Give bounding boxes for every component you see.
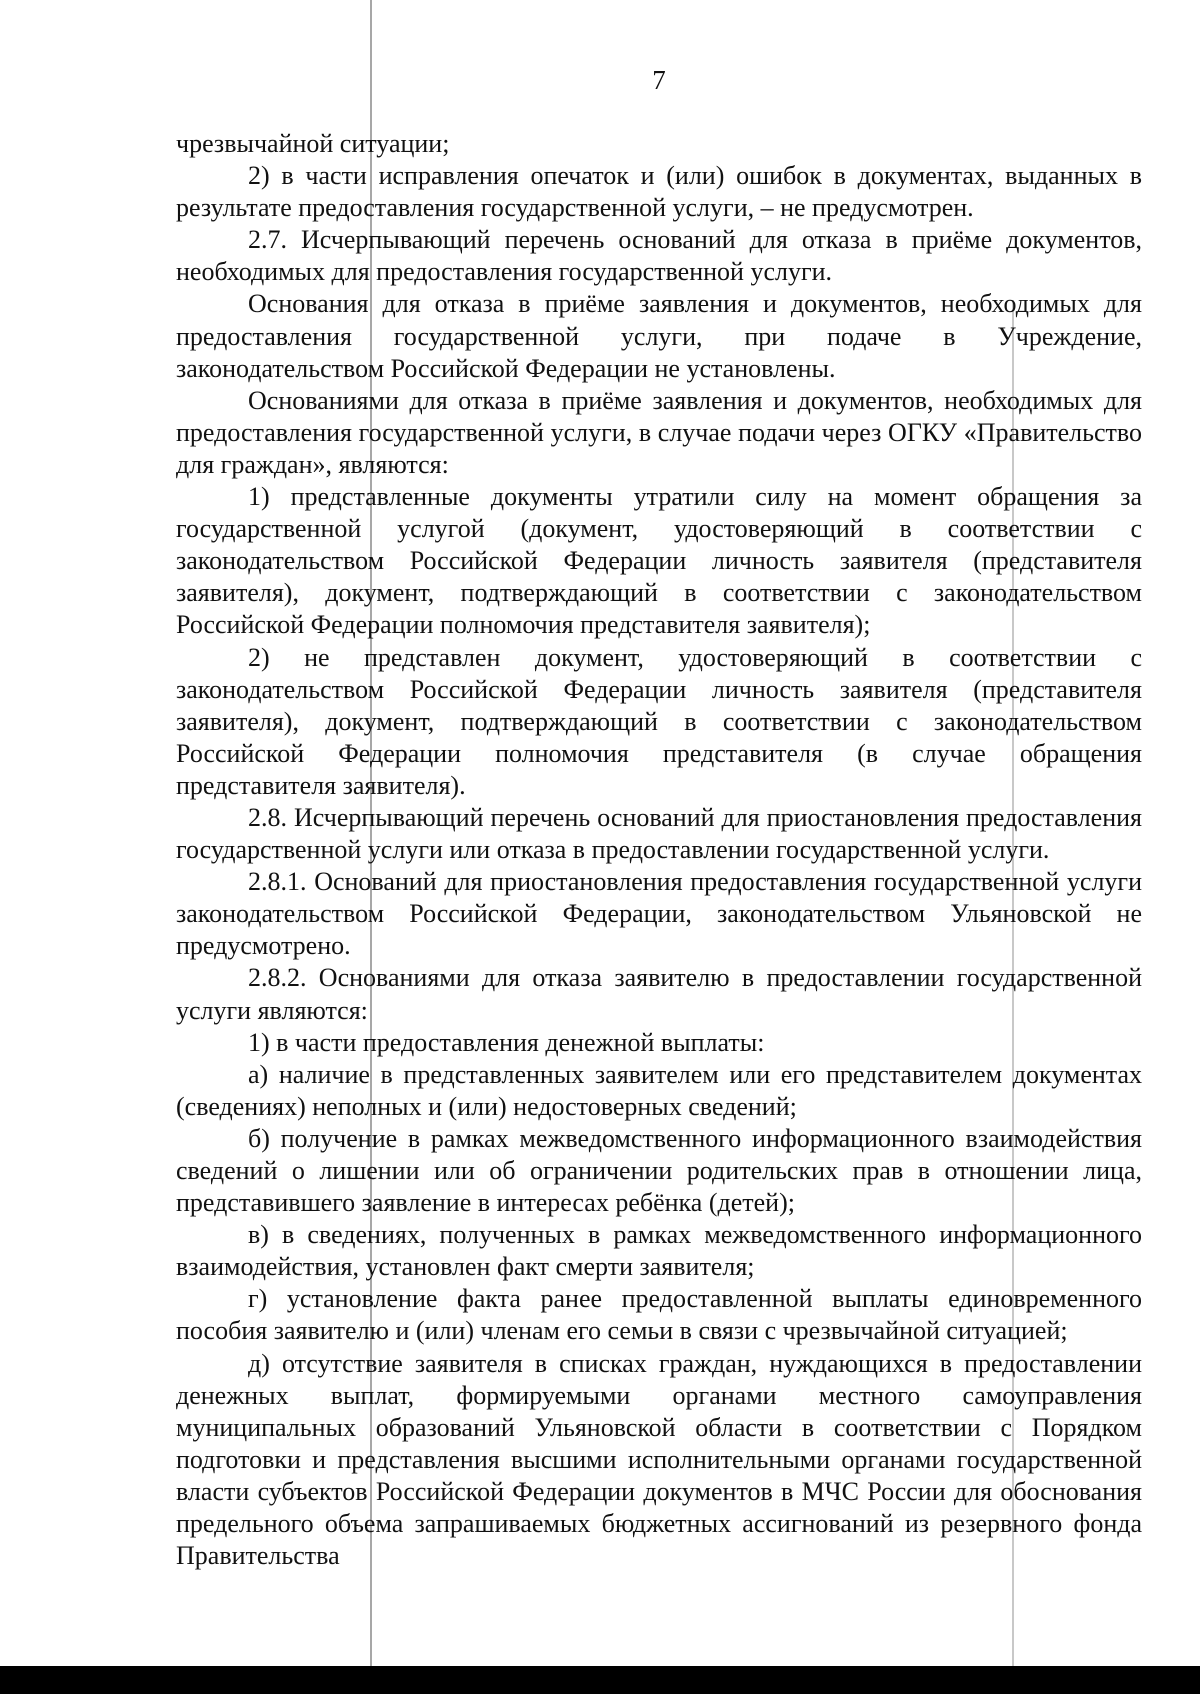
paragraph: чрезвычайной ситуации; [176, 129, 450, 158]
paragraph: Основаниями для отказа в приёме заявления и документов, необходимых для предоставления государственной услуги, в случае подачи через ОГКУ «Правительство для граждан», являются: [176, 385, 1142, 479]
paragraph: 2.8.2. Основаниями для отказа заявителю в предоставлении государственной услуги являются: [176, 963, 1142, 1025]
paragraph: 1) представленные документы утратили силу на момент обращения за государственной услугой (документ, удостоверяющий в соответствии с законодательством Российской Федерации личность заявителя (представителя заявителя), документ, подтверждающий в соответствии с законодательством Российской Федерации полномочия представителя заявителя); [176, 482, 1142, 640]
scan-bottom-border [0, 1666, 1200, 1694]
paragraph: 2) в части исправления опечаток и (или) ошибок в документах, выданных в результате предоставления государственной услуги, – не предусмотрен. [176, 161, 1142, 223]
paragraph: Основания для отказа в приёме заявления и документов, необходимых для предоставления государственной услуги, при подаче в Учреждение, законодательством Российской Федерации не установлены. [176, 289, 1142, 383]
paragraph: г) установление факта ранее предоставленной выплаты единовременного пособия заявителю и (или) членам его семьи в связи с чрезвычайной ситуацией; [176, 1284, 1142, 1346]
page-number: 7 [652, 65, 666, 95]
paragraph: 1) в части предоставления денежной выплаты: [248, 1027, 765, 1057]
paragraph: 2.8. Исчерпывающий перечень оснований для приостановления предоставления государственной услуги или отказа в предоставлении государственной услуги. [176, 802, 1142, 865]
paragraph: 2.7. Исчерпывающий перечень оснований для отказа в приёме документов, необходимых для предоставления государственной услуги. [176, 225, 1142, 287]
paragraph: а) наличие в представленных заявителем или его представителем документах (сведениях) неполных и (или) недостоверных сведений; [176, 1059, 1142, 1121]
paragraph: б) получение в рамках межведомственного информационного взаимодействия сведений о лишении или об ограничении родительских прав в отношении лица, представившего заявление в интересах ребёнка (детей); [176, 1123, 1142, 1218]
document-body [176, 128, 1142, 1572]
paragraph: в) в сведениях, полученных в рамках межведомственного информационного взаимодействия, установлен факт смерти заявителя; [176, 1220, 1142, 1282]
paragraph: 2) не представлен документ, удостоверяющий в соответствии с законодательством Российской Федерации личность заявителя (представителя заявителя), документ, подтверждающий в соответствии с законодательством Российской Федерации полномочия представителя (в случае обращения представителя заявителя). [176, 642, 1142, 800]
paragraph: д) отсутствие заявителя в списках граждан, нуждающихся в предоставлении денежных выплат, формируемыми органами местного самоуправления муниципальных образований Ульяновской области в соответствии с Порядком подготовки и представления высшими исполнительными органами государственной власти субъектов Российской Федерации документов в МЧС России для обоснования предельного объема запрашиваемых бюджетных ассигнований из резервного фонда Правительства [176, 1348, 1142, 1571]
paragraph: 2.8.1. Оснований для приостановления предоставления государственной услуги законодательством Российской Федерации, законодательством Ульяновской не предусмотрено. [176, 867, 1142, 961]
